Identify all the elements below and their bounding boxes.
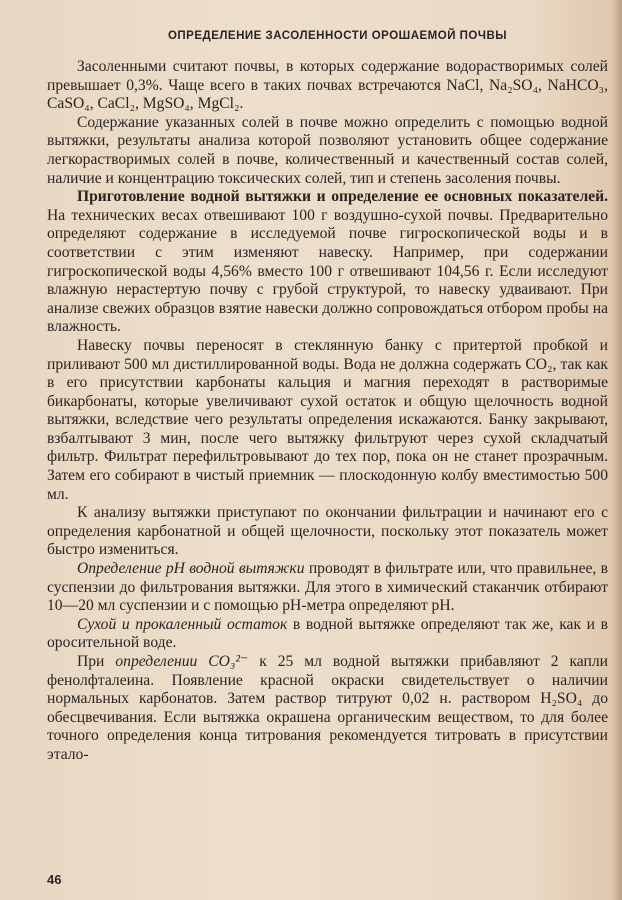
paragraph-3 (47, 188, 608, 337)
paragraph-1: Засоленными считают почвы, в которых содержание водорастворимых солей превышает 0,3%. Чаще всего в таких почвах встречаются NaCl, Na₂SO₄, NaHCO₃, CaSO₄, CaCl₂, MgSO₄, MgCl₂. (47, 58, 608, 113)
carbonate-heading: определении CO₃²⁻ (115, 653, 249, 670)
paragraph-8 (47, 653, 608, 765)
paragraph-7-text: в водной вытяжке определяют так же, как и в оросительной воде. (47, 615, 608, 652)
body-text (47, 58, 608, 765)
section-heading: Приготовление водной вытяжки и определение ее основных показателей. (77, 188, 608, 206)
paragraph-6 (47, 560, 608, 616)
paragraph-8-text: к 25 мл водной вытяжки прибавляют 2 капли фенолфталеина. Появление красной окраски свидетельствует о наличии нормальных карбонатов. Затем раствор титруют 0,02 н. раствором H₂SO₄ до обесцвечивания. Если вытяжка окрашена органическим веществом, то для более точного определения конца титрования рекомендуется титровать в присутствии этало- (47, 653, 608, 763)
paragraph-5: К анализу вытяжки приступают по окончании фильтрации и начинают его с определения карбонатной и общей щелочности, поскольку этот показатель может быстро измениться. (47, 504, 608, 559)
paragraph-4: Навеску почвы переносят в стеклянную банку с притертой пробкой и приливают 500 мл дистиллированной воды. Вода не должна содержать CO₂, так как в его присутствии карбонаты кальция и магния переходят в растворимые бикарбонаты, которые увеличивают сухой остаток и общую щелочность водной вытяжки, вследствие чего результаты определения искажаются. Банку закрывают, взбалтывают 3 мин, после чего вытяжку фильтруют через сухой складчатый фильтр. Фильтрат перефильтровывают до тех пор, пока он не станет прозрачным. Затем его собирают в чистый приемник — плоскодонную колбу вместимостью 500 мл. (47, 336, 608, 503)
paragraph-8-pre: При (77, 653, 116, 670)
paragraph-6-text: проводят в фильтрате или, что правильнее, в суспензии до фильтрования вытяжки. Для этого в химический стаканчик отбирают 10—20 мл суспензии и с помощью pH-метра определяют pH. (47, 560, 608, 615)
paragraph-7 (47, 616, 608, 653)
page-title: ОПРЕДЕЛЕНИЕ ЗАСОЛЕННОСТИ ОРОШАЕМОЙ ПОЧВЫ (167, 30, 508, 42)
residue-heading: Сухой и прокаленный остаток (77, 615, 288, 633)
page-number: 46 (47, 872, 62, 887)
ph-heading: Определение pH водной вытяжки (77, 560, 305, 578)
paragraph-2: Содержание указанных солей в почве можно определить с помощью водной вытяжки, результаты анализа которой позволяют установить общее содержание легкорастворимых солей в почве, количественный и качественный состав солей, наличие и концентрацию токсических солей, тип и степень засоления почвы. (47, 113, 608, 187)
page-edge-shadow (612, 0, 622, 900)
paragraph-3-text: На технических весах отвешивают 100 г воздушно-сухой почвы. Предварительно определяют содержание в исследуемой почве гигроскопической воды и в соответствии с этим изменяют навеску. Например, при содержании гигроскопической воды 4,56% вместо 100 г отвешивают 104,56 г. Если исследуют влажную нерастертую почву с грубой структурой, то навеску удваивают. При анализе свежих образцов взятие навески должно сопровождаться отбором пробы на влажность. (47, 206, 608, 336)
